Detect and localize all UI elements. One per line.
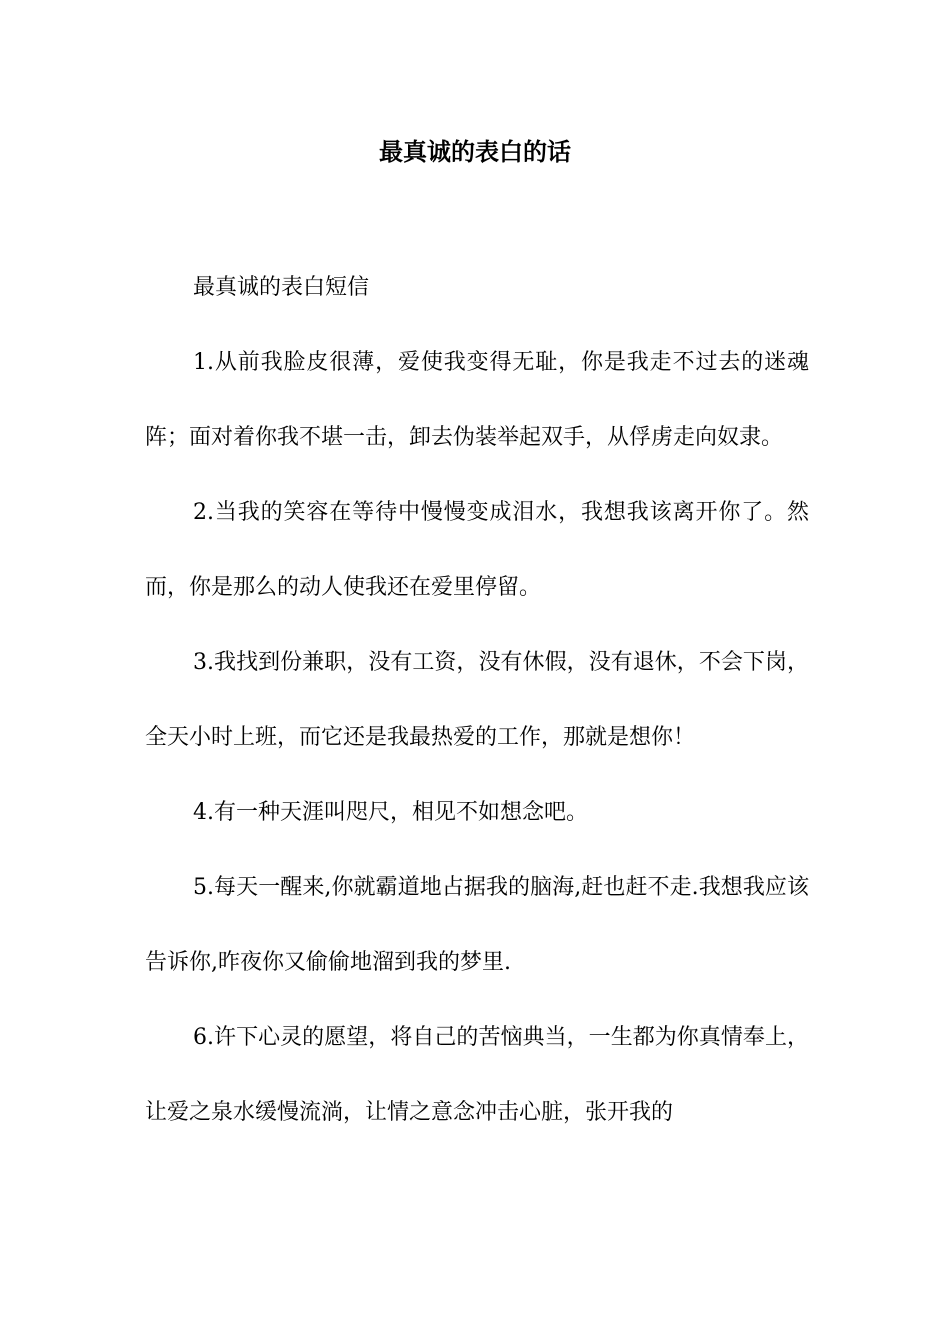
paragraph-subtitle: 最真诚的表白短信 (193, 275, 370, 300)
paragraph-item-1: 1.从前我脸皮很薄，爱使我变得无耻，你是我走不过去的迷魂阵；面对着你我不堪一击，卸去伪装举起双手，从俘虏走向奴隶。 (145, 350, 809, 450)
document-body (145, 250, 809, 1150)
paragraph-item-4: 4.有一种天涯叫咫尺，相见不如想念吧。 (193, 800, 588, 825)
paragraph-item-5: 5.每天一醒来,你就霸道地占据我的脑海,赶也赶不走.我想我应该告诉你,昨夜你又偷偷地溜到我的梦里. (145, 875, 809, 975)
paragraph-item-3: 3.我找到份兼职，没有工资，没有休假，没有退休，不会下岗，全天小时上班，而它还是我最热爱的工作，那就是想你！ (145, 650, 809, 750)
document-title: 最真诚的表白的话 (379, 138, 571, 166)
paragraph-item-2: 2.当我的笑容在等待中慢慢变成泪水，我想我该离开你了。然而，你是那么的动人使我还在爱里停留。 (145, 500, 809, 600)
paragraph-item-6: 6.许下心灵的愿望，将自己的苦恼典当，一生都为你真情奉上，让爱之泉水缓慢流淌，让情之意念冲击心脏，张开我的 (145, 1025, 809, 1125)
